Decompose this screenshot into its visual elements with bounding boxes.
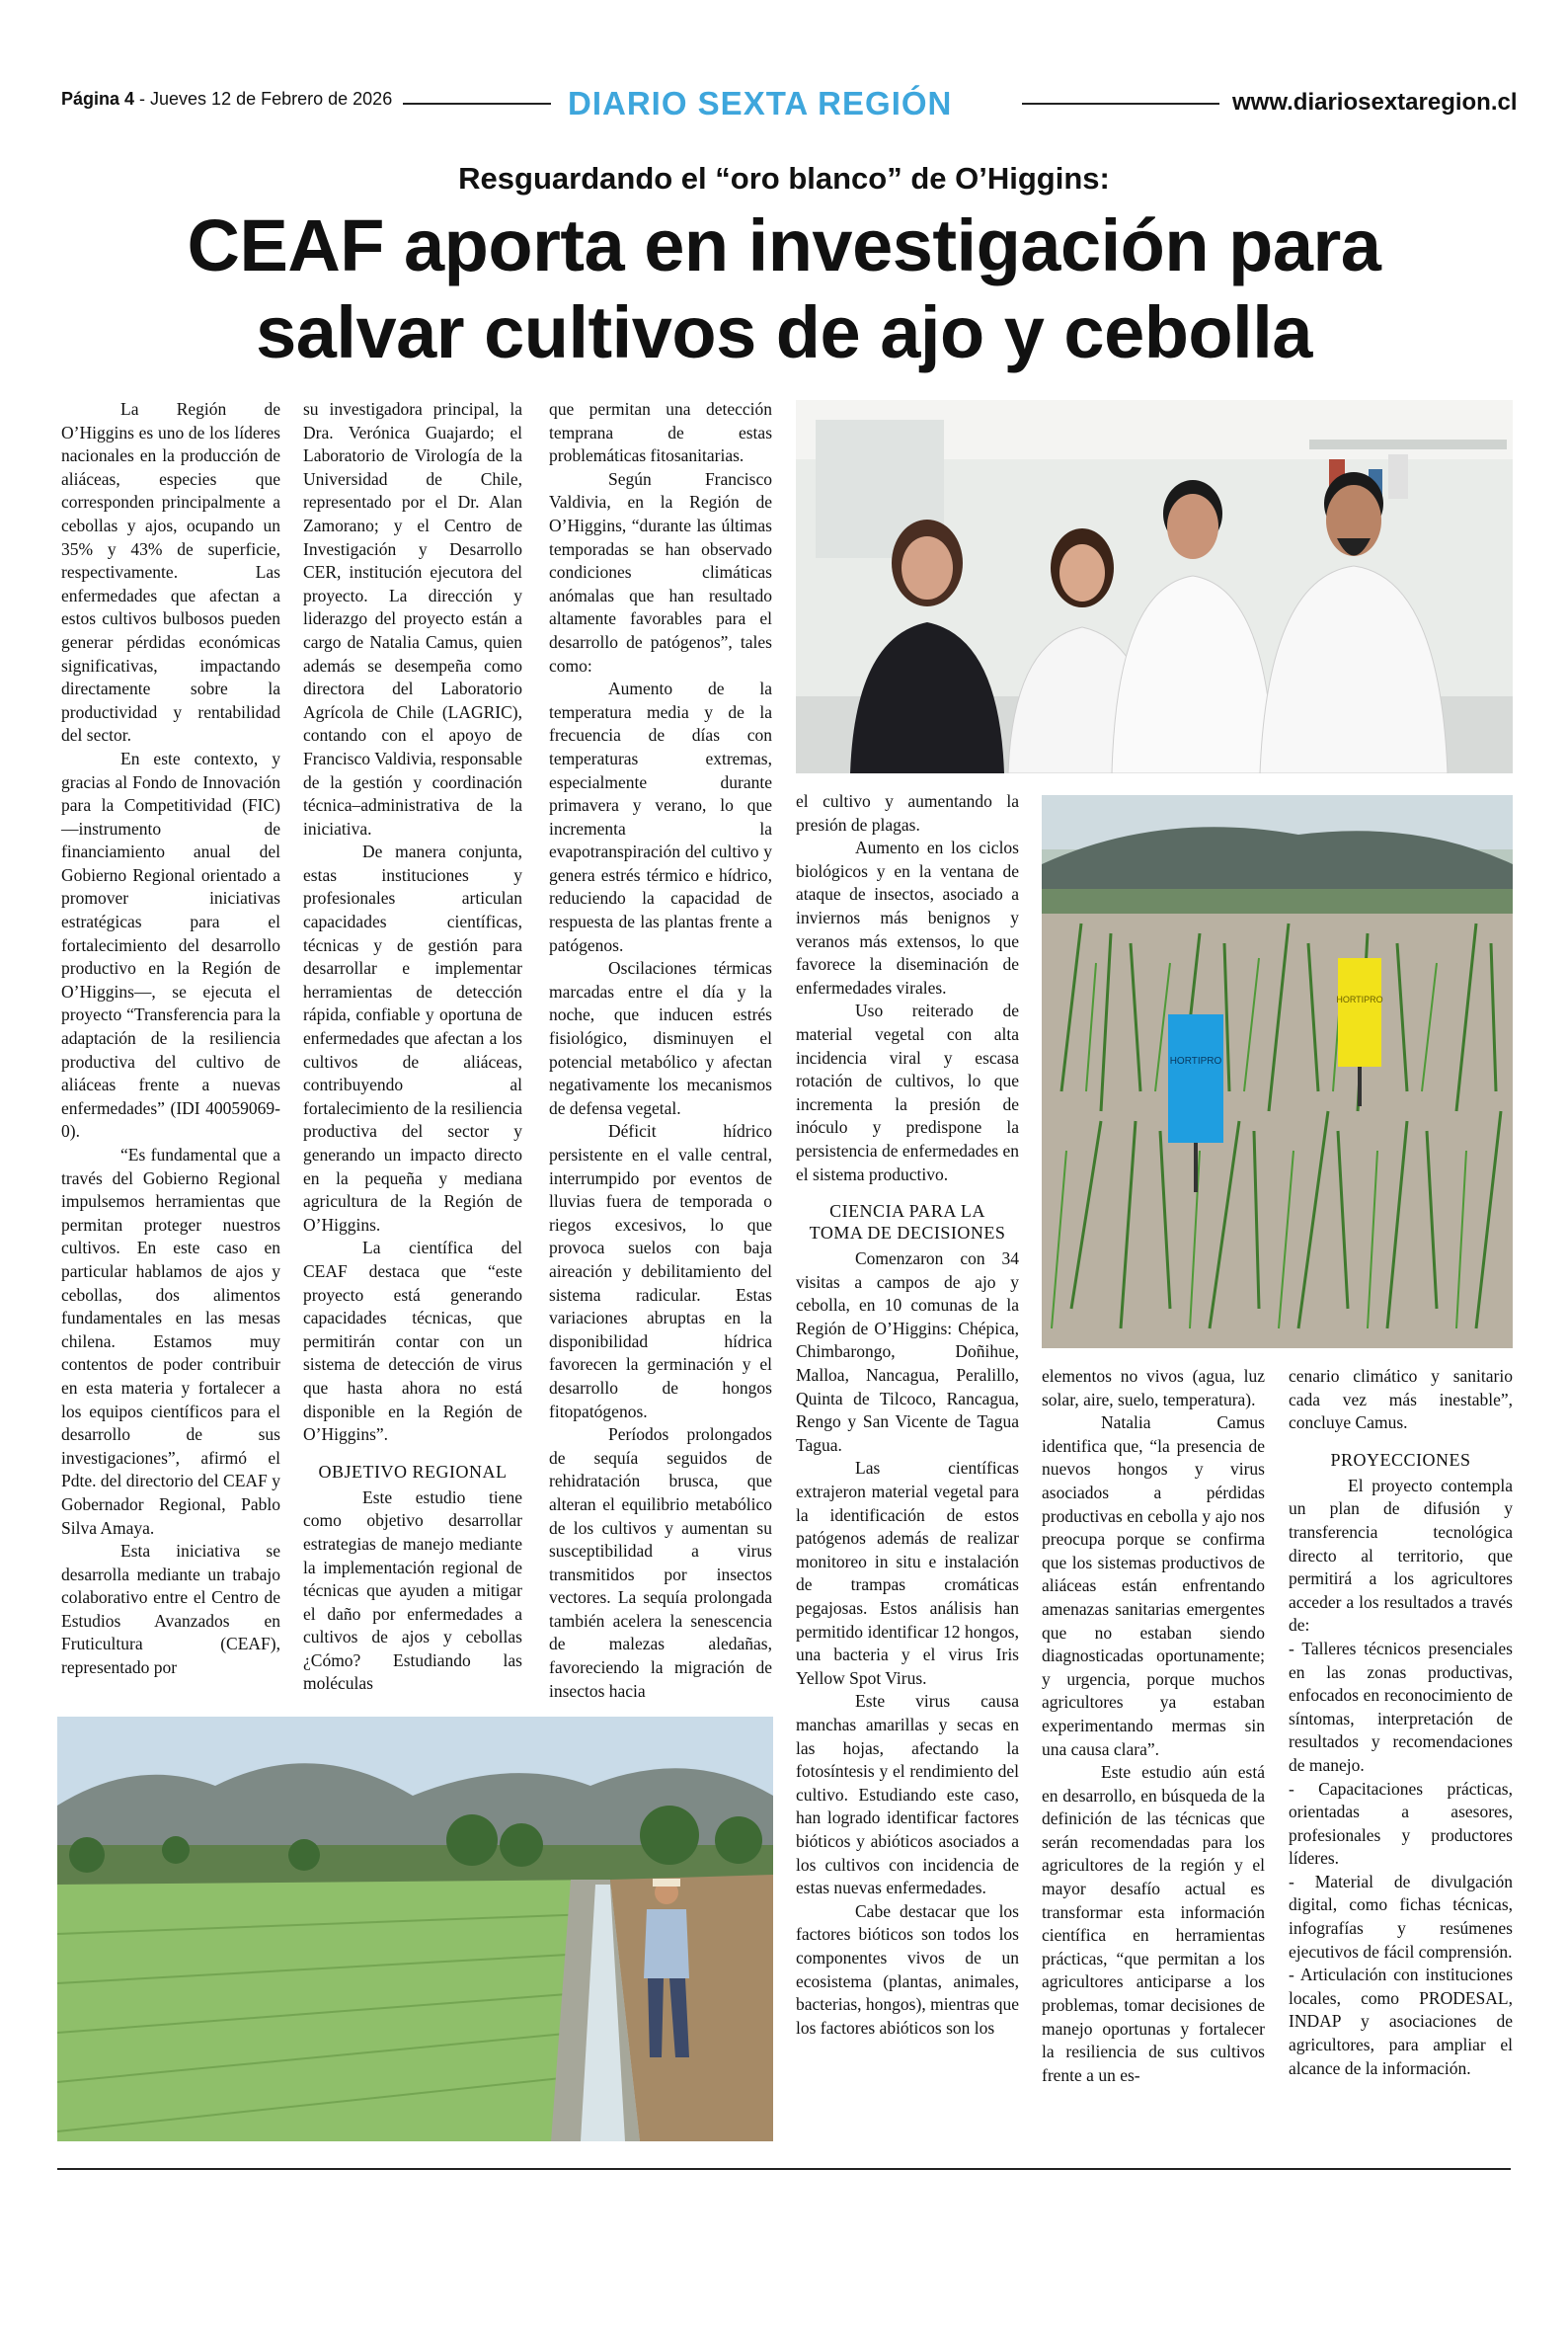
footer-rule xyxy=(57,2168,1511,2170)
paragraph: Aumento en los ciclos biológicos y en la ventana de ataque de insectos, asociado a inviernos más benignos y veranos más extensos, lo que favorece la diseminación de enfermedades virales. xyxy=(796,838,1019,998)
subheading-objetivo-regional: OBJETIVO REGIONAL xyxy=(318,1461,508,1482)
article-title xyxy=(0,202,1568,376)
subheading-line: CIENCIA PARA LA xyxy=(829,1201,985,1222)
list-item: - Material de divulgación digital, como fichas técnicas, infografías y resúmenes ejecutivos de fácil comprensión. xyxy=(1289,1871,1513,1962)
subheading-line: TOMA DE DECISIONES xyxy=(809,1223,1006,1244)
paragraph: Las científicas extrajeron material vegetal para la identificación de estos patógenos además de realizar monitoreo in situ e instalación de trampas cromáticas pegajosas. Estos análisis han permitido identificar 12 hongos, una bacteria y el virus Iris Yellow Spot Virus. xyxy=(796,1458,1019,1688)
paragraph: que permitan una detección temprana de estas problemáticas fitosanitarias. xyxy=(549,399,772,466)
paragraph: Oscilaciones térmicas marcadas entre el día y la noche, que inducen estrés fisiológico, disminuyen el potencial metabólico y afectan negativamente los mecanismos de defensa vegetal. xyxy=(549,958,772,1118)
newspaper-brand: DIARIO SEXTA REGIÓN xyxy=(568,85,953,121)
newspaper-url[interactable]: www.diariosextaregion.cl xyxy=(1232,89,1518,116)
paragraph: “Es fundamental que a través del Gobierno Regional impulsemos herramientas que permitan proteger nuestros cultivos. En este caso en particular hablamos de ajos y cebollas, dos alimentos fundamentales en las mesas chilena. Estamos muy contentos de poder contribuir en esta materia y fortalecer a los equipos científicos para el desarrollo de sus investigaciones”, afirmó el Pdte. del directorio del CEAF y Gobernador Regional, Pablo Silva Amaya. xyxy=(61,1145,280,1538)
article-kicker: Resguardando el “oro blanco” de O’Higgins: xyxy=(458,161,1110,196)
list-item: - Talleres técnicos presenciales en las zonas productivas, enfocados en reconocimiento de síntomas, interpretación de resultados y recomendaciones de manejo. xyxy=(1289,1638,1513,1775)
list-item: - Capacitaciones prácticas, orientadas a asesores, profesionales y productores líderes. xyxy=(1289,1778,1513,1869)
paragraph: Natalia Camus identifica que, “la presencia de nuevos hongos y virus asociados a pérdidas productivas en cebolla y ajo nos preocupa porque se confirma que los sistemas productivos de aliáceas están enfrentando amenazas sanitarias emergentes que no estaban siendo diagnosticadas oportunamente; y urgencia, porque muchos agricultores ya estaban experimentando mermas sin una causa clara”. xyxy=(1042,1412,1265,1759)
paragraph: su investigadora principal, la Dra. Verónica Guajardo; el Laboratorio de Virología de la Universidad de Chile, representado por el Dr. Alan Zamorano; y el Centro de Investigación y Desarrollo CER, institución ejecutora del proyecto. La dirección y liderazgo del proyecto están a cargo de Natalia Camus, quien además se desempeña como directora del Laboratorio Agrícola de Chile (LAGRIC), contando con el apoyo de Francisco Valdivia, responsable de la gestión y coordinación técnica–administrativa de la iniciativa. xyxy=(303,399,522,839)
trap-label: HORTIPRO xyxy=(1169,1056,1222,1067)
article-column-4 xyxy=(796,790,1019,2040)
photo-research-team xyxy=(796,400,1513,773)
paragraph: el cultivo y aumentando la presión de plagas. xyxy=(796,791,1019,835)
paragraph: La científica del CEAF destaca que “este proyecto está generando capacidades técnicas, que permitirán contar con un sistema de detección de virus que hasta ahora no está disponible en la Región de O’Higgins”. xyxy=(303,1238,522,1445)
list-item: - Articulación con instituciones locales, como PRODESAL, INDAP y asociaciones de agricultores, para ampliar el alcance de la información. xyxy=(1289,1965,1513,2078)
subheading-ciencia xyxy=(796,1200,1019,1244)
article-column-6 xyxy=(1289,1365,1513,2080)
article-column-5 xyxy=(1042,1365,1265,2087)
paragraph: cenario climático y sanitario cada vez más inestable”, concluye Camus. xyxy=(1289,1366,1513,1433)
paragraph: elementos no vivos (agua, luz solar, aire, suelo, temperatura). xyxy=(1042,1366,1265,1409)
paragraph: Este estudio aún está en desarrollo, en búsqueda de la definición de las técnicas que serán recomendadas para los agricultores de la región y el mayor desafío actual es transformar esta información científica en herramientas prácticas, “que permitan a los agricultores anticiparse a los problemas, tomar decisiones de manejo oportunas y fortalecer la resiliencia de sus cultivos frente a un es- xyxy=(1042,1762,1265,2085)
blue-sticky-trap xyxy=(1168,1014,1223,1143)
article-column-3 xyxy=(549,398,772,1703)
farmer-field-illustration xyxy=(57,1717,773,2141)
article-column-2 xyxy=(303,398,522,1696)
paragraph: La Región de O’Higgins es uno de los líderes nacionales en la producción de aliáceas, especies que corresponden principalmente a cebollas y ajos, ocupando un 35% y 43% de superficie, respectivamente. Las enfermedades que afectan a estos cultivos bulbosos pueden generar pérdidas económicas significativas, impactando directamente sobre la productividad y rentabilidad del sector. xyxy=(61,399,280,746)
subheading-proyecciones: PROYECCIONES xyxy=(1330,1449,1471,1470)
paragraph: De manera conjunta, estas instituciones y profesionales articulan capacidades científicas, técnicas y de gestión para desarrollar e implementar herramientas de detección rápida, confiable y oportuna de enfermedades que afectan a los cultivos de aliáceas, contribuyendo al fortalecimiento de la resiliencia productiva del sector y generando un impacto directo en la pequeña y mediana agricultura de la Región de O’Higgins. xyxy=(303,842,522,1235)
paragraph: Comenzaron con 34 visitas a campos de ajo y cebolla, en 10 comunas de la Región de O’Higgins: Chépica, Chimbarongo, Doñihue, Malloa, Nancagua, Peralillo, Quinta de Tilcoco, Rancagua, Rengo y San Vicente de Tagua Tagua. xyxy=(796,1248,1019,1455)
paragraph: Este estudio tiene como objetivo desarrollar estrategias de manejo mediante la implementación regional de técnicas que ayuden a mitigar el daño por enfermedades a cultivos de ajos y cebollas ¿Cómo? Estudiando las moléculas xyxy=(303,1486,522,1694)
photo-onion-field-traps xyxy=(1042,795,1513,1348)
paragraph: Según Francisco Valdivia, en la Región de O’Higgins, “durante las últimas temporadas se han observado condiciones climáticas anómalas que han resultado altamente favorables para el desarrollo de patógenos”, tales como: xyxy=(549,468,772,676)
research-team-illustration xyxy=(796,400,1513,773)
paragraph: Períodos prolongados de sequía seguidos de rehidratación brusca, que alteran el equilibrio metabólico de los cultivos y aumentan su susceptibilidad a virus transmitidos por insectos vectores. La sequía prolongada también acelera la senescencia de malezas aledañas, favoreciendo la migración de insectos hacia xyxy=(549,1424,772,1701)
article-title-line-2: salvar cultivos de ajo y cebolla xyxy=(256,291,1312,373)
paragraph: Déficit hídrico persistente en el valle central, interrumpido por eventos de lluvias fuera de temporada o riegos excesivos, lo que provoca suelos con baja aireación y debilitamiento del sistema radicular. Estas variaciones abruptas en la disponibilidad hídrica favorecen la germinación y el desarrollo de hongos fitopatógenos. xyxy=(549,1121,772,1421)
paragraph: Este virus causa manchas amarillas y secas en las hojas, afectando la fotosíntesis y el rendimiento del cultivo. Estudiando este caso, han logrado identificar factores bióticos y abióticos asociados a los cultivos con incidencia de estas nuevas enfermedades. xyxy=(796,1691,1019,1898)
paragraph: Cabe destacar que los factores bióticos son todos los componentes vivos de un ecosistema (plantas, animales, bacterias, hongos), mientras que los factores abióticos son los xyxy=(796,1900,1019,2038)
paragraph: Aumento de la temperatura media y de la frecuencia de días con temperaturas extremas, especialmente durante primavera y verano, lo que incrementa la evapotranspiración del cultivo y genera estrés térmico e hídrico, reduciendo la capacidad de respuesta de las plantas frente a patógenos. xyxy=(549,679,772,955)
header-rule-left xyxy=(403,103,551,105)
yellow-sticky-trap xyxy=(1338,958,1381,1067)
paragraph: El proyecto contempla un plan de difusión y transferencia tecnológica directo al territorio, que permitirá a los agricultores acceder a los resultados a través de: xyxy=(1289,1475,1513,1636)
header-rule-right xyxy=(1022,103,1219,105)
onion-field-illustration xyxy=(1042,795,1513,1348)
paragraph: Esta iniciativa se desarrolla mediante un trabajo colaborativo entre el Centro de Estudios Avanzados en Fruticultura (CEAF), representado por xyxy=(61,1541,280,1678)
photo-farmer-field xyxy=(57,1717,773,2141)
article-column-1 xyxy=(61,398,280,1680)
paragraph: En este contexto, y gracias al Fondo de Innovación para la Competitividad (FIC) —instrumento de financiamiento anual del Gobierno Regional orientado a promover iniciativas estratégicas para el fortalecimiento del desarrollo productivo en la Región de O’Higgins—, se ejecuta el proyecto “Transferencia para la adaptación de la resiliencia productiva del cultivo de aliáceas frente a nuevas enfermedades” (IDI 40059069-0). xyxy=(61,748,280,1142)
publication-date: - Jueves 12 de Febrero de 2026 xyxy=(134,89,393,109)
trap-label: HORTIPRO xyxy=(1336,995,1383,1004)
header-page-info xyxy=(61,89,392,110)
article-title-line-1: CEAF aporta en investigación para xyxy=(187,204,1381,286)
paragraph: Uso reiterado de material vegetal con alta incidencia viral y escasa rotación de cultivos, lo que incrementa la presión de inóculo y predispone la persistencia de enfermedades en el sistema productivo. xyxy=(796,1001,1019,1184)
page-number: Página 4 xyxy=(61,89,135,109)
